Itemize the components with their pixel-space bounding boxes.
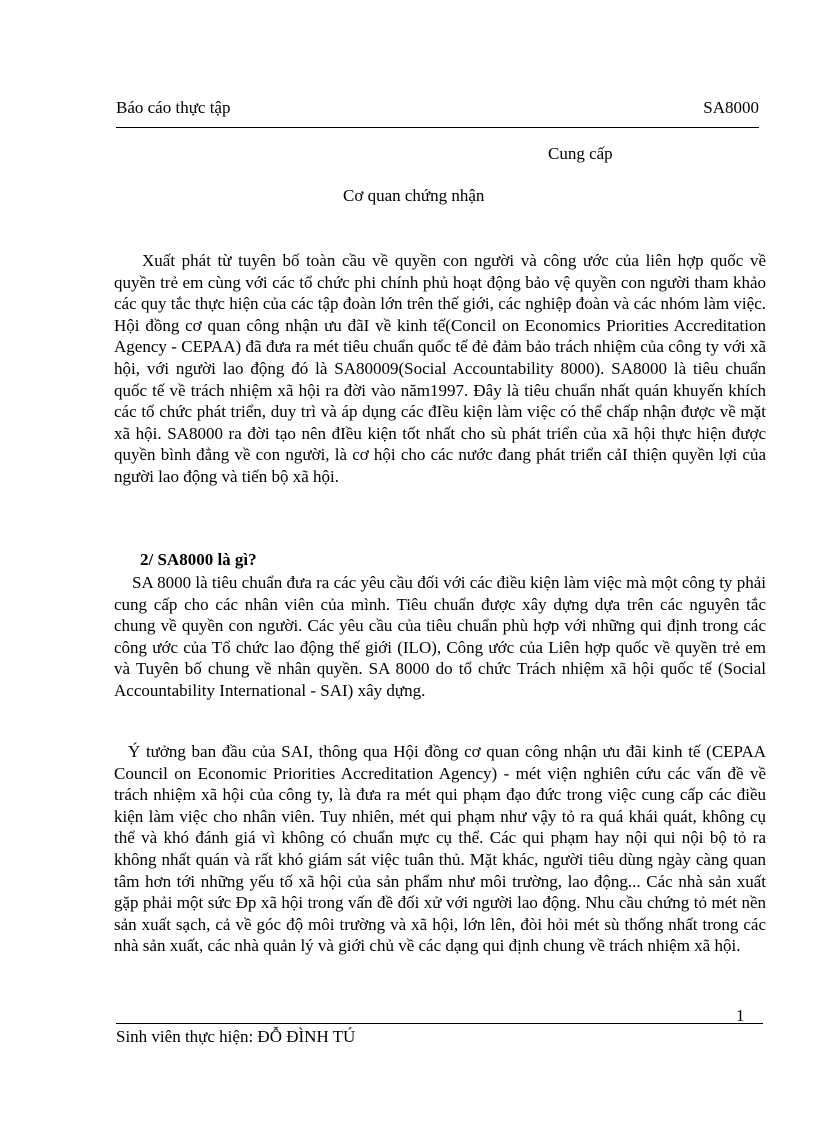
intro-provide-label: Cung cấp [548,144,613,163]
page-header [116,98,759,118]
intro-organization-label: Cơ quan chứng nhận [343,186,485,205]
header-divider [116,127,759,128]
section-heading: 2/ SA8000 là gì? [140,550,257,569]
header-standard-name: SA8000 [703,98,759,117]
paragraph-origin: Xuất phát từ tuyên bố toàn cầu về quyền con người và công ước của liên hợp quốc về quyền trẻ em cùng với các tổ chức phi chính phủ hoạt động bảo vệ quyền con người tham khảo các quy tắc thực hiện của các tập đoàn lớn trên thế giới, các nghiệp đoàn và các nhóm làm việc. Hội đồng cơ quan công nhận ưu đãI về kinh tế(Concil on Economics Priorities Accreditation Agency - CEPAA) đã đưa ra mét tiêu chuẩn quốc tế đẻ đảm bảo trách nhiệm của công ty với xã hội, với người lao động đó là SA80009(Social Accountability 8000). SA8000 là tiêu chuẩn quốc tế về trách nhiệm xã hội ra đời vào năm1997. Đây là tiêu chuẩn nhất quán khuyến khích các tổ chức phát triển, duy trì và áp dụng các đIều kiện làm việc có thể chấp nhận được về mặt xã hội. SA8000 ra đời tạo nên đIều kiện tốt nhất cho sù phát triển của xã hội thực hiện được quyền bình đẳng về con người, là cơ hội cho các nước đang phát triển cảI thiện quyền lợi của người lao động và tiến bộ xã hội. [114,251,766,486]
paragraph-idea: Ý tưởng ban đầu của SAI, thông qua Hội đồng cơ quan công nhận ưu đãi kinh tế (CEPAA Council on Economic Priorities Accreditation Agency) - mét viện nghiên cứu các vấn đề về trách nhiệm xã hội của công ty, là đưa ra mét qui phạm đạo đức trong việc cung cấp các điều kiện làm việc cho nhân viên. Tuy nhiên, mét qui phạm như vậy tỏ ra quá khái quát, không cụ thể và khó đánh giá vì không có chuẩn mực cụ thể. Các qui phạm hay nội qui nội bộ tỏ ra không nhất quán và rất khó giám sát việc tuân thủ. Mặt khác, người tiêu dùng ngày càng quan tâm hơn tới những yếu tố xã hội của sản phẩm như môi trường, lao động... Các nhà sản xuất gặp phải một sức Ðp xã hội trong vấn đề đối xử với người lao động. Nhu cầu chứng tỏ mét nền sản xuất sạch, cả về góc độ môi trường và xã hội, lớn lên, đòi hỏi mét sù thống nhất trong các nhà sản xuất, các nhà quản lý và giới chủ về các dạng qui định chung về trách nhiệm xã hội. [114,742,766,956]
footer-student-name: Sinh viên thực hiện: ĐỖ ĐÌNH TÚ [116,1027,356,1046]
header-report-title: Báo cáo thực tập [116,98,231,117]
paragraph-definition: SA 8000 là tiêu chuẩn đưa ra các yêu cầu đối với các điều kiện làm việc mà một công ty phải cung cấp cho các nhân viên của mình. Tiêu chuẩn được xây dựng dựa trên các nguyên tắc chung về quyền con người. Các yêu cầu của tiêu chuẩn phù hợp với những qui định trong các công ước của Tổ chức lao động thế giới (ILO), Công ước của Liên hợp quốc về quyền trẻ em và Tuyên bố chung về nhân quyền. SA 8000 do tổ chức Trách nhiệm xã hội quốc tế (Social Accountability International - SAI) xây dựng. [114,573,766,700]
page-number: 1 [736,1006,745,1025]
footer-divider [116,1023,763,1024]
